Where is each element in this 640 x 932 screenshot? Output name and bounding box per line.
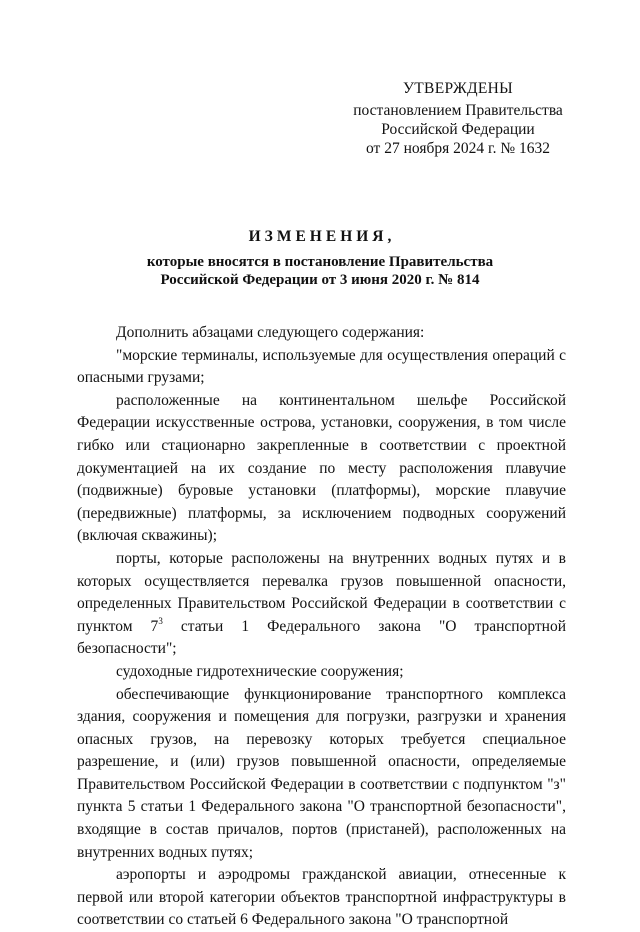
paragraph-hydro-structures: судоходные гидротехнические сооружения; <box>116 662 404 680</box>
paragraph-ports <box>77 548 566 661</box>
document-subtitle-line-2: Российской Федерации от 3 июня 2020 г. № 814 <box>160 272 480 288</box>
paragraph-continental-shelf: расположенные на континентальном шельфе Российской Федерации искусственные острова, установки, сооружения, в том числе гибко или стационарно закрепленные в соответствии с проектной документацией на их создание по месту расположения плавучие (подвижные) буровые установки (платформы), морские плавучие (передвижные) платформы, за исключением подводных сооружений (включая скважины); <box>77 391 566 545</box>
document-heading <box>0 228 640 289</box>
paragraph-sea-terminals: "морские терминалы, используемые для осуществления операций с опасными грузами; <box>77 346 566 387</box>
approval-block <box>330 79 586 158</box>
approval-title: УТВЕРЖДЕНЫ <box>403 80 513 97</box>
document-body <box>77 322 566 932</box>
document-title: ИЗМЕНЕНИЯ, <box>248 228 396 245</box>
approval-line-3: от 27 ноября 2024 г. № 1632 <box>366 140 550 157</box>
approval-line-1: постановлением Правительства <box>353 102 563 119</box>
paragraph-intro: Дополнить абзацами следующего содержания: <box>116 324 425 341</box>
paragraph-airports: аэропорты и аэродромы гражданской авиации, отнесенные к первой или второй категории объектов транспортной инфраструктуры в соответствии со статьей 6 Федерального закона "О транспортной <box>77 866 566 929</box>
footnote-superscript: 3 <box>158 615 163 626</box>
paragraph-buildings: обеспечивающие функционирование транспортного комплекса здания, сооружения и помещения для погрузки, разгрузки и хранения опасных грузов, на перевозку которых требуется специальное разрешение, и (или) грузов повышенной опасности, определяемые Правительством Российской Федерации в соответствии с подпунктом "з" пункта 5 статьи 1 Федерального закона "О транспортной безопасности", входящие в состав причалов, портов (пристаней), расположенных на внутренних водных путях; <box>77 685 566 861</box>
approval-line-2: Российской Федерации <box>381 121 535 138</box>
paragraph-ports-text-a: порты, которые расположены на внутренних водных путях и в которых осуществляется перевалка грузов повышенной опасности, определенных Правительством Российской Федерации в соответствии с пунктом 7 <box>77 549 566 635</box>
document-subtitle-line-1: которые вносятся в постановление Правительства <box>146 254 494 270</box>
paragraph-ports-text-b: статьи 1 Федерального закона "О транспортной безопасности"; <box>77 617 567 658</box>
